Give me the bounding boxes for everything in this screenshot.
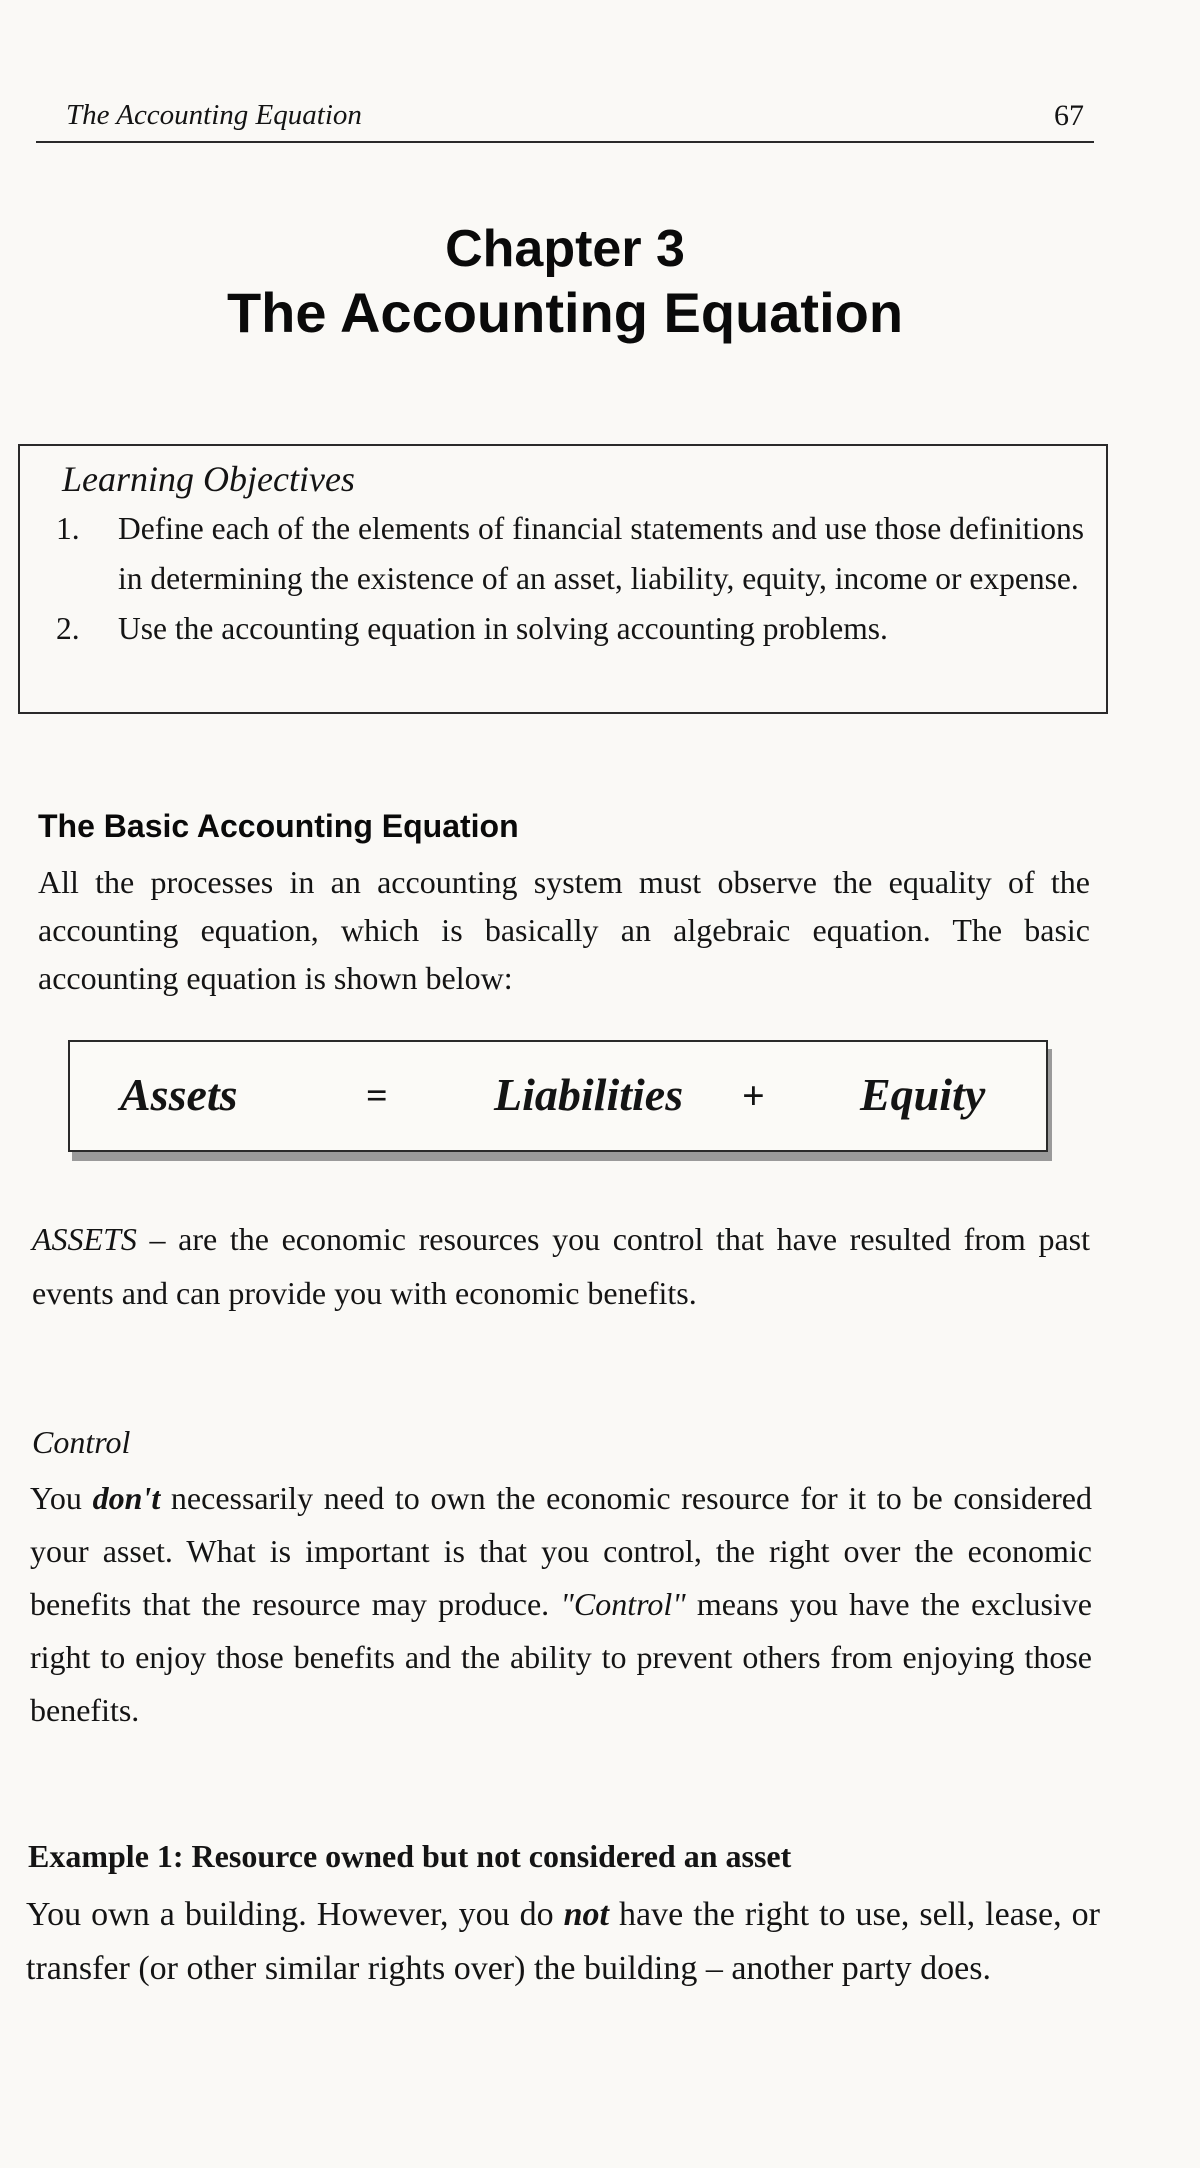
control-text: means you have the exclusive right to enjoy those benefits and the ability to prevent others from enjoying those benefits. bbox=[30, 1586, 1093, 1728]
equation-liabilities: Liabilities bbox=[494, 1069, 684, 1120]
assets-definition-text: – are the economic resources you control that have resulted from past events and can provide you with economic benefits. bbox=[32, 1221, 1090, 1311]
example-text: have the right to use, sell, lease, or transfer (or other similar rights over) the building – another party does. bbox=[26, 1896, 1100, 1987]
equation-assets: Assets bbox=[120, 1069, 238, 1120]
control-text: necessarily need to own the economic resource for it to be considered your asset. What is important is that you control, the right over the economic benefits that the resource may produce. bbox=[30, 1480, 1093, 1622]
objective-number: 2. bbox=[56, 611, 80, 646]
example-emphasis: not bbox=[563, 1896, 609, 1933]
objectives-list bbox=[38, 504, 1084, 654]
running-header bbox=[36, 95, 1094, 143]
objective-item bbox=[38, 504, 1084, 604]
chapter-number: Chapter 3 bbox=[445, 220, 685, 278]
example-paragraph bbox=[26, 1888, 1100, 1996]
chapter-title: The Accounting Equation bbox=[226, 281, 904, 344]
section-heading: The Basic Accounting Equation bbox=[38, 808, 519, 844]
control-quote: "Control" bbox=[560, 1586, 686, 1622]
equation-equity: Equity bbox=[860, 1069, 986, 1120]
basic-equation-paragraph: All the processes in an accounting system must observe the equality of the accounting equation, which is basically an algebraic equation. The basic accounting equation is shown below: bbox=[38, 864, 1090, 996]
control-emphasis: don't bbox=[92, 1480, 161, 1516]
objective-item bbox=[38, 604, 1084, 654]
example-heading: Example 1: Resource owned but not considered an asset bbox=[28, 1838, 792, 1874]
assets-term: ASSETS bbox=[32, 1221, 137, 1257]
chapter-heading bbox=[0, 218, 1130, 346]
accounting-equation-box bbox=[68, 1040, 1048, 1152]
equation-equals-sign: = bbox=[366, 1075, 388, 1117]
running-title: The Accounting Equation bbox=[66, 99, 362, 131]
control-paragraph bbox=[30, 1472, 1092, 1737]
control-text: You bbox=[30, 1480, 93, 1516]
objective-text: Define each of the elements of financial statements and use those definitions in determining the existence of an asset, liability, equity, income or expense. bbox=[118, 511, 1084, 596]
page-number: 67 bbox=[1054, 99, 1084, 132]
assets-definition bbox=[32, 1212, 1090, 1320]
learning-objectives-box bbox=[18, 444, 1108, 714]
equation-plus-sign: + bbox=[742, 1073, 765, 1118]
objectives-heading: Learning Objectives bbox=[62, 459, 355, 499]
example-text: You own a building. However, you do bbox=[26, 1896, 564, 1933]
objective-text: Use the accounting equation in solving accounting problems. bbox=[118, 611, 888, 646]
objective-number: 1. bbox=[56, 511, 80, 546]
control-heading: Control bbox=[32, 1424, 131, 1460]
